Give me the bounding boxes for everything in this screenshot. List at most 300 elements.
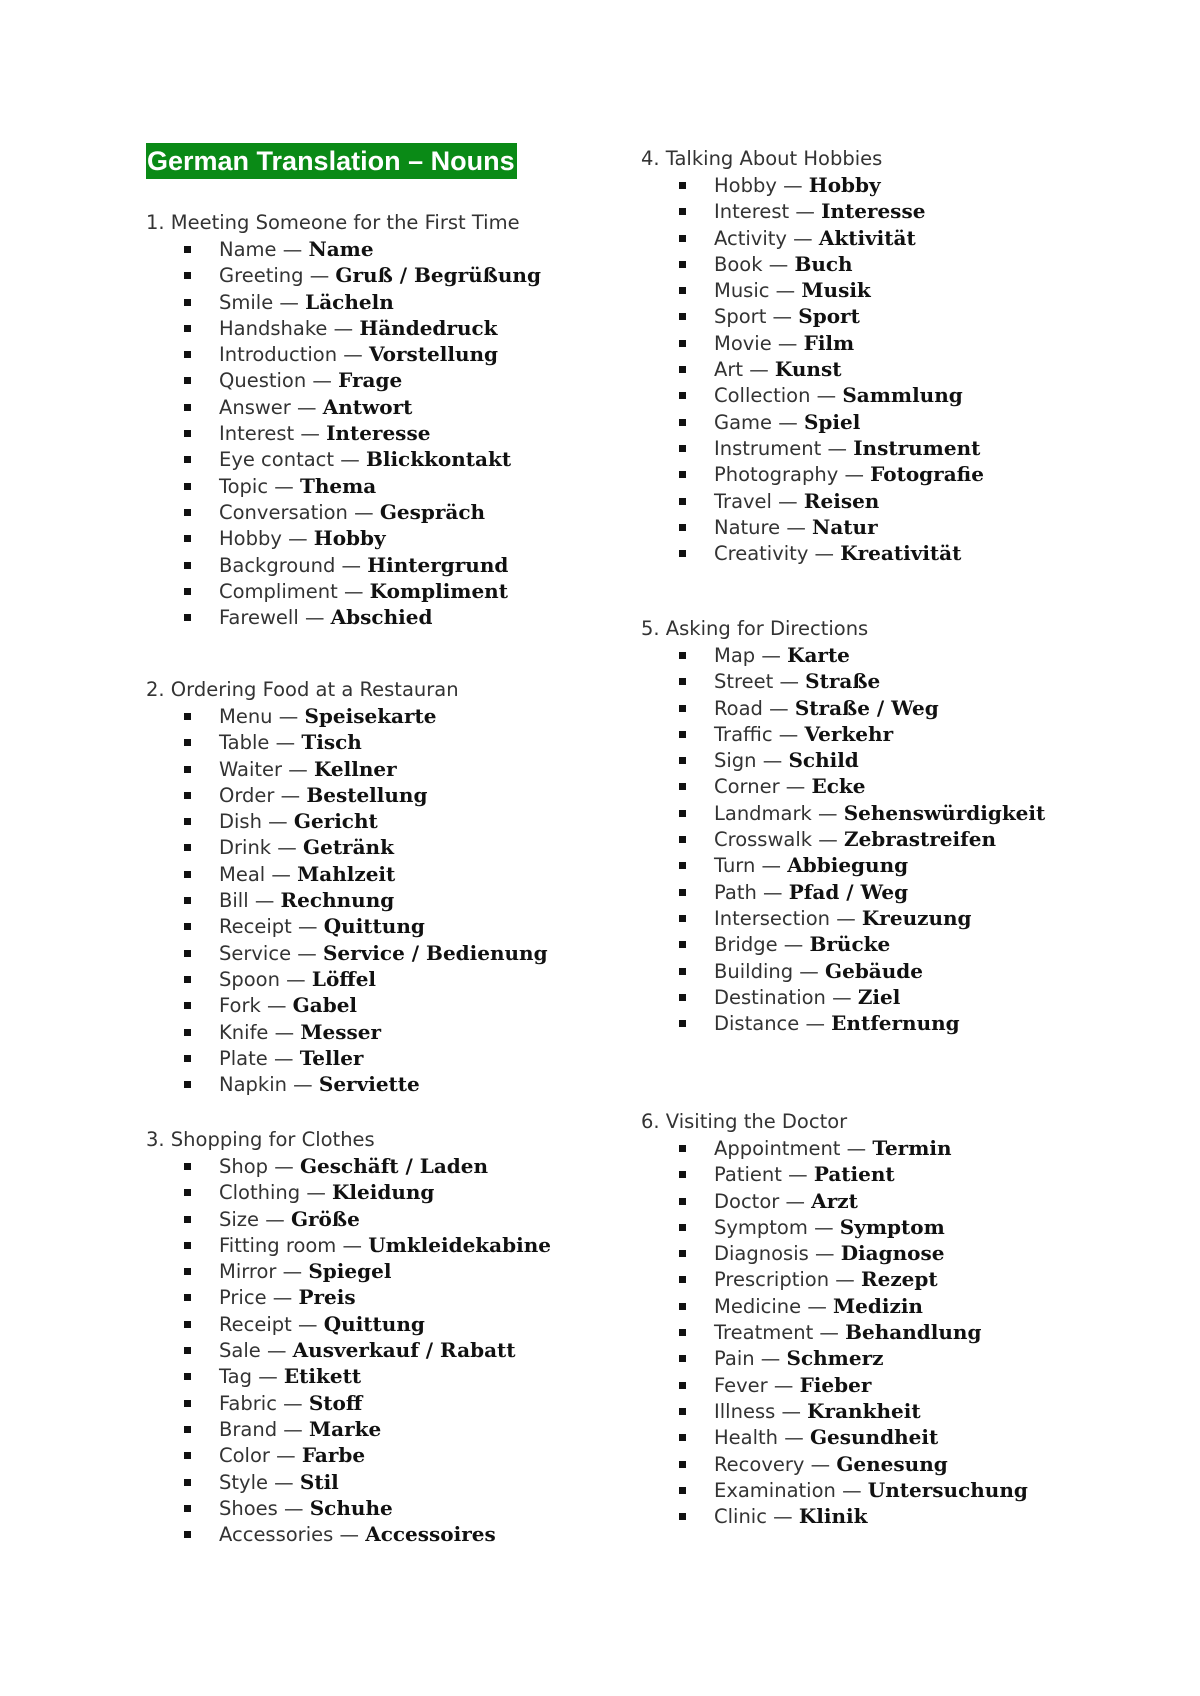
- translation-separator: —: [286, 1073, 319, 1097]
- german-word: Mahlzeit: [297, 861, 396, 886]
- vocabulary-item: [641, 1424, 1028, 1450]
- english-word: Menu: [219, 705, 273, 728]
- vocabulary-item: [641, 251, 984, 277]
- english-word: Music: [714, 279, 770, 303]
- english-word: Fabric: [219, 1391, 277, 1415]
- german-word: Farbe: [301, 1443, 366, 1468]
- vocabulary-item: [146, 578, 541, 604]
- english-word: Corner: [714, 775, 780, 799]
- translation-separator: —: [829, 1268, 861, 1292]
- german-word: Gesundheit: [809, 1425, 939, 1450]
- vocabulary-item: [146, 1521, 551, 1547]
- english-word: Napkin: [219, 1073, 287, 1097]
- translation-separator: —: [777, 933, 810, 957]
- square-bullet-icon: [184, 818, 191, 825]
- square-bullet-icon: [679, 366, 686, 373]
- square-bullet-icon: [679, 915, 686, 922]
- square-bullet-icon: [184, 1216, 191, 1223]
- german-word: Entfernung: [831, 1011, 960, 1036]
- translation-separator: —: [265, 862, 298, 886]
- vocabulary-item: [146, 262, 541, 288]
- square-bullet-icon: [679, 836, 686, 843]
- document-title: German Translation – Nouns: [146, 143, 517, 179]
- translation-separator: —: [762, 696, 795, 720]
- translation-separator: —: [281, 527, 314, 551]
- square-bullet-icon: [679, 968, 686, 975]
- english-word: Receipt: [219, 1312, 292, 1336]
- square-bullet-icon: [679, 1355, 686, 1362]
- translation-separator: —: [807, 1215, 840, 1239]
- translation-separator: —: [336, 1233, 369, 1257]
- vocabulary-item: [146, 499, 541, 525]
- german-word: Interesse: [821, 199, 926, 224]
- square-bullet-icon: [679, 1198, 686, 1205]
- vocabulary-item: [641, 905, 1045, 931]
- german-word: Abschied: [330, 605, 433, 630]
- english-word: Drink: [219, 836, 272, 860]
- square-bullet-icon: [184, 404, 191, 411]
- german-word: Gericht: [293, 809, 378, 834]
- translation-separator: —: [260, 1339, 293, 1363]
- translation-separator: —: [810, 384, 843, 408]
- english-word: Introduction: [219, 343, 338, 367]
- translation-separator: —: [771, 489, 804, 513]
- english-word: Meal: [219, 862, 266, 886]
- german-word: Gebäude: [825, 958, 924, 983]
- german-word: Serviette: [318, 1072, 420, 1097]
- german-word: Pfad / Weg: [788, 879, 909, 904]
- vocabulary-item: [641, 225, 984, 251]
- translation-separator: —: [825, 985, 858, 1009]
- german-word: Teller: [299, 1045, 364, 1070]
- vocabulary-item: [146, 940, 548, 966]
- square-bullet-icon: [184, 1531, 191, 1538]
- vocabulary-item: [146, 1071, 548, 1097]
- square-bullet-icon: [184, 1373, 191, 1380]
- translation-separator: —: [291, 941, 323, 965]
- vocabulary-item: [641, 879, 1045, 905]
- translation-separator: —: [290, 395, 323, 419]
- vocabulary-item: [641, 277, 984, 303]
- german-word: Medizin: [833, 1293, 923, 1318]
- german-word: Hobby: [313, 526, 386, 551]
- square-bullet-icon: [184, 299, 191, 306]
- english-word: Turn: [714, 854, 756, 878]
- translation-separator: —: [279, 967, 312, 991]
- english-word: Dish: [219, 810, 262, 834]
- german-word: Reisen: [803, 488, 880, 513]
- german-word: Brücke: [809, 932, 891, 957]
- square-bullet-icon: [679, 757, 686, 764]
- square-bullet-icon: [184, 1029, 191, 1036]
- section-heading: 6. Visiting the Doctor: [641, 1110, 848, 1133]
- vocabulary-item: [641, 800, 1045, 826]
- english-word: Sale: [219, 1339, 261, 1363]
- translation-separator: —: [838, 463, 871, 487]
- german-word: Lächeln: [305, 289, 394, 314]
- vocabulary-item: [146, 236, 541, 262]
- vocabulary-item: [146, 289, 541, 315]
- english-word: Sign: [714, 749, 757, 773]
- english-word: Fitting room: [219, 1233, 337, 1257]
- translation-separator: —: [840, 1137, 873, 1160]
- english-word: Order: [219, 783, 275, 807]
- square-bullet-icon: [679, 498, 686, 505]
- translation-separator: —: [268, 474, 300, 498]
- vocabulary-item: [146, 604, 541, 630]
- german-word: Quittung: [323, 1311, 425, 1336]
- square-bullet-icon: [679, 1250, 686, 1257]
- translation-separator: —: [266, 1286, 299, 1310]
- section-directions: [641, 616, 1045, 1036]
- english-word: Nature: [714, 515, 781, 539]
- square-bullet-icon: [679, 287, 686, 294]
- english-word: Collection: [714, 384, 811, 408]
- english-word: Pain: [714, 1347, 755, 1371]
- vocabulary-item: [146, 808, 548, 834]
- vocabulary-item: [641, 435, 984, 461]
- translation-separator: —: [300, 1181, 333, 1205]
- vocabulary-item: [641, 747, 1045, 773]
- vocabulary-item: [146, 341, 541, 367]
- german-word: Geschäft / Laden: [299, 1154, 489, 1178]
- german-word: Accessoires: [365, 1522, 496, 1547]
- english-word: Destination: [714, 985, 826, 1009]
- german-word: Löffel: [311, 966, 377, 991]
- vocabulary-item: [641, 382, 984, 408]
- square-bullet-icon: [184, 351, 191, 358]
- german-word: Natur: [812, 514, 878, 539]
- vocabulary-item: [641, 514, 984, 540]
- translation-separator: —: [772, 722, 805, 746]
- square-bullet-icon: [679, 652, 686, 659]
- translation-separator: —: [337, 343, 369, 367]
- square-bullet-icon: [184, 1321, 191, 1328]
- german-word: Stoff: [308, 1390, 363, 1415]
- translation-separator: —: [762, 252, 795, 276]
- vocabulary-item: [146, 1469, 551, 1495]
- english-word: Art: [714, 358, 744, 382]
- german-word: Genesung: [836, 1451, 948, 1476]
- german-word: Gabel: [292, 993, 358, 1018]
- english-word: Treatment: [714, 1321, 814, 1345]
- english-word: Hobby: [219, 527, 282, 551]
- english-word: Spoon: [219, 967, 280, 991]
- english-word: Name: [219, 238, 277, 261]
- square-bullet-icon: [184, 1294, 191, 1301]
- german-word: Aktivität: [818, 225, 916, 250]
- translation-separator: —: [808, 1242, 841, 1266]
- square-bullet-icon: [679, 731, 686, 738]
- square-bullet-icon: [679, 994, 686, 1001]
- english-word: Price: [219, 1286, 267, 1310]
- english-word: Clinic: [714, 1505, 767, 1529]
- vocabulary-item: [641, 356, 984, 382]
- german-word: Ziel: [857, 984, 901, 1009]
- vocabulary-item: [146, 1337, 551, 1363]
- translation-separator: —: [267, 1470, 300, 1494]
- german-word: Schuhe: [309, 1495, 393, 1520]
- german-word: Bestellung: [306, 782, 428, 807]
- german-word: Arzt: [811, 1188, 858, 1213]
- english-word: Question: [219, 369, 307, 393]
- vocabulary-item: [146, 1153, 551, 1179]
- german-word: Getränk: [303, 835, 394, 860]
- english-word: Style: [219, 1470, 268, 1494]
- vocabulary-item: [641, 198, 984, 224]
- german-word: Kellner: [313, 756, 397, 781]
- german-word: Hintergrund: [367, 552, 509, 577]
- translation-separator: —: [781, 1163, 814, 1187]
- translation-separator: —: [334, 448, 366, 472]
- translation-separator: —: [772, 410, 804, 434]
- english-word: Distance: [714, 1012, 800, 1036]
- square-bullet-icon: [184, 456, 191, 463]
- translation-separator: —: [804, 1452, 837, 1476]
- square-bullet-icon: [679, 1408, 686, 1415]
- square-bullet-icon: [679, 1303, 686, 1310]
- vocabulary-item: [641, 1188, 1028, 1214]
- vocabulary-item: [146, 1442, 551, 1468]
- vocabulary-list: [146, 703, 548, 1097]
- vocabulary-item: [641, 773, 1045, 799]
- vocabulary-item: [641, 1214, 1028, 1240]
- square-bullet-icon: [679, 1276, 686, 1283]
- german-word: Blickkontakt: [365, 447, 512, 472]
- translation-separator: —: [291, 915, 324, 939]
- german-word: Frage: [338, 368, 403, 393]
- square-bullet-icon: [679, 419, 686, 426]
- square-bullet-icon: [184, 272, 191, 279]
- square-bullet-icon: [679, 678, 686, 685]
- square-bullet-icon: [184, 1479, 191, 1486]
- vocabulary-item: [146, 315, 541, 341]
- translation-separator: —: [306, 369, 339, 393]
- square-bullet-icon: [679, 524, 686, 531]
- vocabulary-item: [641, 1477, 1028, 1503]
- square-bullet-icon: [184, 1400, 191, 1407]
- german-word: Stil: [299, 1469, 339, 1494]
- square-bullet-icon: [184, 844, 191, 851]
- square-bullet-icon: [184, 1081, 191, 1088]
- translation-separator: —: [755, 644, 788, 667]
- translation-separator: —: [813, 1321, 846, 1345]
- vocabulary-item: [146, 1363, 551, 1389]
- german-word: Straße: [805, 669, 881, 694]
- english-word: Topic: [219, 474, 269, 498]
- square-bullet-icon: [679, 1382, 686, 1389]
- german-word: Schild: [788, 748, 859, 773]
- german-word: Klinik: [798, 1504, 868, 1529]
- square-bullet-icon: [184, 976, 191, 983]
- german-word: Kompliment: [369, 578, 508, 603]
- translation-separator: —: [755, 854, 788, 878]
- section-heading: 3. Shopping for Clothes: [146, 1128, 375, 1151]
- section-clothes: [146, 1127, 551, 1547]
- translation-separator: —: [298, 606, 331, 630]
- vocabulary-item: [146, 420, 541, 446]
- square-bullet-icon: [184, 377, 191, 384]
- translation-separator: —: [335, 553, 368, 577]
- translation-separator: —: [808, 542, 841, 566]
- german-word: Instrument: [853, 435, 981, 460]
- german-word: Fieber: [799, 1372, 872, 1397]
- vocabulary-item: [146, 394, 541, 420]
- translation-separator: —: [294, 422, 327, 446]
- english-word: Handshake: [219, 316, 328, 340]
- english-word: Clothing: [219, 1181, 301, 1205]
- translation-separator: —: [756, 749, 789, 773]
- german-word: Ecke: [811, 774, 866, 799]
- vocabulary-item: [641, 1372, 1028, 1398]
- vocabulary-item: [641, 958, 1045, 984]
- section-heading: 1. Meeting Someone for the First Time: [146, 211, 520, 234]
- section-hobbies: [641, 146, 984, 566]
- translation-separator: —: [775, 1399, 808, 1423]
- translation-separator: —: [801, 1294, 834, 1318]
- english-word: Diagnosis: [714, 1242, 809, 1266]
- english-word: Compliment: [219, 579, 338, 603]
- english-word: Mirror: [219, 1260, 277, 1284]
- square-bullet-icon: [184, 430, 191, 437]
- vocabulary-item: [641, 721, 1045, 747]
- german-word: Musik: [801, 278, 871, 303]
- vocabulary-item: [146, 1179, 551, 1205]
- square-bullet-icon: [679, 182, 686, 189]
- german-word: Diagnose: [840, 1241, 945, 1266]
- english-word: Illness: [714, 1399, 776, 1423]
- vocabulary-item: [641, 852, 1045, 878]
- vocabulary-item: [641, 1135, 1028, 1161]
- english-word: Accessories: [219, 1523, 334, 1547]
- translation-separator: —: [274, 783, 307, 807]
- square-bullet-icon: [679, 705, 686, 712]
- vocabulary-item: [146, 729, 548, 755]
- german-word: Händedruck: [359, 315, 498, 340]
- vocabulary-item: [641, 409, 984, 435]
- translation-separator: —: [780, 515, 813, 539]
- square-bullet-icon: [679, 550, 686, 557]
- square-bullet-icon: [679, 1434, 686, 1441]
- translation-separator: —: [303, 264, 336, 288]
- square-bullet-icon: [679, 1224, 686, 1231]
- english-word: Conversation: [219, 500, 348, 524]
- translation-separator: —: [773, 670, 806, 694]
- german-word: Krankheit: [807, 1398, 921, 1423]
- square-bullet-icon: [184, 535, 191, 542]
- german-word: Kreativität: [840, 541, 962, 566]
- vocabulary-item: [641, 1266, 1028, 1292]
- english-word: Appointment: [714, 1137, 841, 1160]
- translation-separator: —: [333, 1523, 366, 1547]
- english-word: Movie: [714, 331, 772, 355]
- german-word: Schmerz: [786, 1346, 884, 1371]
- vocabulary-item: [146, 1284, 551, 1310]
- german-word: Preis: [298, 1285, 356, 1310]
- translation-separator: —: [276, 1391, 309, 1415]
- english-word: Fork: [219, 994, 261, 1018]
- vocabulary-list: [641, 1135, 1028, 1529]
- translation-separator: —: [767, 1373, 800, 1397]
- square-bullet-icon: [184, 588, 191, 595]
- vocabulary-list: [641, 642, 1045, 1036]
- square-bullet-icon: [184, 1055, 191, 1062]
- english-word: Doctor: [714, 1189, 780, 1213]
- english-word: Medicine: [714, 1294, 802, 1318]
- vocabulary-item: [641, 1503, 1028, 1529]
- vocabulary-item: [146, 1045, 548, 1071]
- square-bullet-icon: [184, 713, 191, 720]
- square-bullet-icon: [679, 1513, 686, 1520]
- translation-separator: —: [259, 1207, 291, 1231]
- square-bullet-icon: [679, 810, 686, 817]
- square-bullet-icon: [679, 889, 686, 896]
- translation-separator: —: [830, 906, 862, 930]
- english-word: Size: [219, 1207, 260, 1231]
- english-word: Eye contact: [219, 448, 335, 472]
- german-word: Sammlung: [842, 383, 963, 408]
- english-word: Waiter: [219, 757, 283, 781]
- german-word: Kreuzung: [861, 905, 972, 930]
- german-word: Spiegel: [308, 1259, 392, 1284]
- german-word: Größe: [290, 1206, 360, 1231]
- german-word: Umkleidekabine: [368, 1232, 551, 1257]
- square-bullet-icon: [184, 871, 191, 878]
- german-word: Vorstellung: [369, 342, 499, 367]
- german-word: Kleidung: [332, 1180, 435, 1205]
- square-bullet-icon: [184, 1242, 191, 1249]
- square-bullet-icon: [679, 471, 686, 478]
- translation-separator: —: [261, 810, 294, 834]
- square-bullet-icon: [679, 941, 686, 948]
- vocabulary-item: [146, 834, 548, 860]
- translation-separator: —: [766, 305, 799, 329]
- translation-separator: —: [835, 1478, 868, 1502]
- german-word: Symptom: [839, 1214, 945, 1239]
- vocabulary-item: [641, 1293, 1028, 1319]
- english-word: Hobby: [714, 174, 777, 197]
- translation-separator: —: [252, 1365, 284, 1389]
- vocabulary-item: [146, 756, 548, 782]
- square-bullet-icon: [679, 392, 686, 399]
- vocabulary-item: [641, 642, 1045, 668]
- english-word: Symptom: [714, 1215, 808, 1239]
- german-word: Patient: [813, 1162, 895, 1187]
- translation-separator: —: [776, 174, 809, 197]
- square-bullet-icon: [679, 1020, 686, 1027]
- german-word: Service / Bedienung: [322, 940, 548, 965]
- english-word: Color: [219, 1444, 270, 1468]
- german-word: Ausverkauf / Rabatt: [292, 1338, 516, 1363]
- translation-separator: —: [282, 757, 314, 781]
- english-word: Creativity: [714, 542, 809, 566]
- german-word: Untersuchung: [867, 1477, 1028, 1502]
- square-bullet-icon: [184, 1452, 191, 1459]
- german-word: Sehenswürdigkeit: [843, 800, 1046, 825]
- translation-separator: —: [268, 1020, 301, 1044]
- translation-separator: —: [799, 1012, 832, 1036]
- square-bullet-icon: [679, 208, 686, 215]
- vocabulary-item: [146, 1390, 551, 1416]
- vocabulary-item: [146, 703, 548, 729]
- square-bullet-icon: [184, 1189, 191, 1196]
- section-meeting: [146, 210, 541, 630]
- square-bullet-icon: [184, 325, 191, 332]
- german-word: Hobby: [808, 173, 881, 197]
- german-word: Messer: [300, 1019, 381, 1044]
- english-word: Intersection: [714, 906, 831, 930]
- english-word: Instrument: [714, 436, 822, 460]
